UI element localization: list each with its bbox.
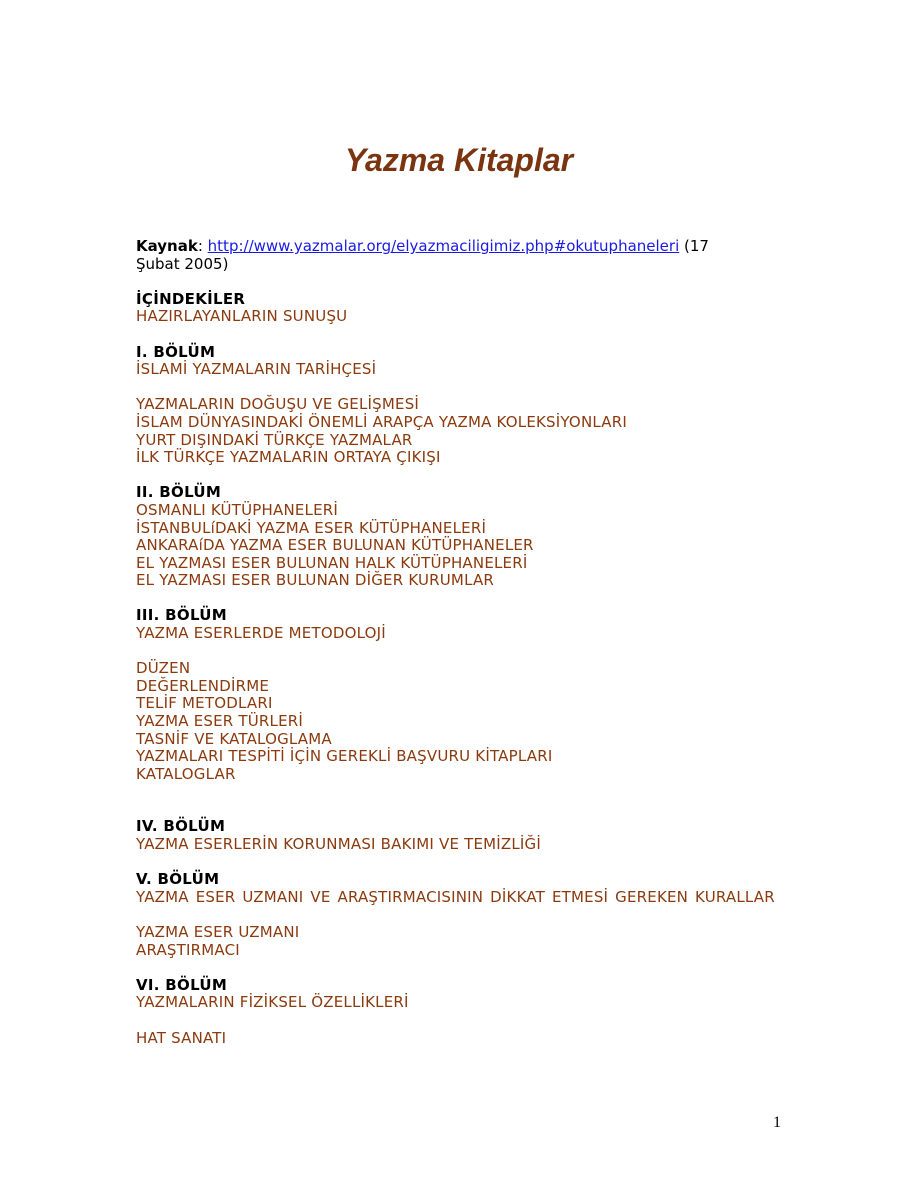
toc-link[interactable]: DÜZEN [136,659,191,678]
toc-heading: İÇİNDEKİLER [136,289,246,308]
toc-link[interactable]: İSLAM DÜNYASINDAKİ ÖNEMLİ ARAPÇA YAZMA KOLEKSİYONLARI [136,412,627,431]
source-separator: : [197,237,208,255]
part1-heading: I. BÖLÜM [136,342,216,361]
toc-link[interactable]: DEĞERLENDİRME [136,676,270,695]
toc-link[interactable]: TASNİF VE KATALOGLAMA [136,729,332,748]
toc-link[interactable]: YAZMA ESER UZMANI [136,922,300,941]
toc-link-intro[interactable]: HAZIRLAYANLARIN SUNUŞU [136,307,348,326]
toc-link[interactable]: İLK TÜRKÇE YAZMALARIN ORTAYA ÇIKIŞI [136,448,441,467]
source-line [136,238,783,273]
toc-link[interactable]: YAZMA ESER TÜRLERİ [136,712,304,731]
toc-link[interactable]: KATALOGLAR [136,764,236,783]
source-date-open: (17 [679,237,709,255]
document-body [136,238,783,1047]
toc-link[interactable]: EL YAZMASI ESER BULUNAN HALK KÜTÜPHANELERİ [136,553,528,572]
part3-heading: III. BÖLÜM [136,606,227,625]
source-date-close: Şubat 2005) [136,254,229,273]
page-number: 1 [773,1114,781,1131]
page-title: Yazma Kitaplar [344,142,574,178]
part6-title-link[interactable]: YAZMALARIN FİZİKSEL ÖZELLİKLERİ [136,993,409,1012]
toc-link[interactable]: YURT DIŞINDAKİ TÜRKÇE YAZMALAR [136,430,413,449]
toc-link[interactable]: TELİF METODLARI [136,694,273,713]
toc-link[interactable]: İSTANBULíDAKİ YAZMA ESER KÜTÜPHANELERİ [136,518,487,537]
source-label: Kaynak [136,237,198,255]
toc-link[interactable]: OSMANLI KÜTÜPHANELERİ [136,500,339,519]
toc-link[interactable]: EL YAZMASI ESER BULUNAN DİĞER KURUMLAR [136,571,495,590]
toc-link[interactable]: YAZMALARI TESPİTİ İÇİN GEREKLİ BAŞVURU KİTAPLARI [136,747,553,766]
part3-title-link[interactable]: YAZMA ESERLERDE METODOLOJİ [136,624,386,643]
source-url-link[interactable]: http://www.yazmalar.org/elyazmaciligimiz.php#okutuphaneleri [207,237,680,255]
part1-title-link[interactable]: İSLAMİ YAZMALARIN TARİHÇESİ [136,360,377,379]
part4-heading: IV. BÖLÜM [136,817,226,836]
part2-heading: II. BÖLÜM [136,483,222,502]
part5-heading: V. BÖLÜM [136,870,220,889]
toc-link[interactable]: ANKARAíDA YAZMA ESER BULUNAN KÜTÜPHANELER [136,536,534,555]
part4-title-link[interactable]: YAZMA ESERLERİN KORUNMASI BAKIMI VE TEMİZLİĞİ [136,835,541,853]
part6-heading: VI. BÖLÜM [136,975,228,994]
part5-title-link[interactable]: YAZMA ESER UZMANI VE ARAŞTIRMACISININ DİKKAT ETMESİ GEREKEN KURALLAR [136,887,775,906]
toc-link[interactable]: YAZMALARIN DOĞUŞU VE GELİŞMESİ [136,395,420,414]
toc-link[interactable]: ARAŞTIRMACI [136,940,240,959]
toc-link[interactable]: HAT SANATI [136,1028,227,1047]
